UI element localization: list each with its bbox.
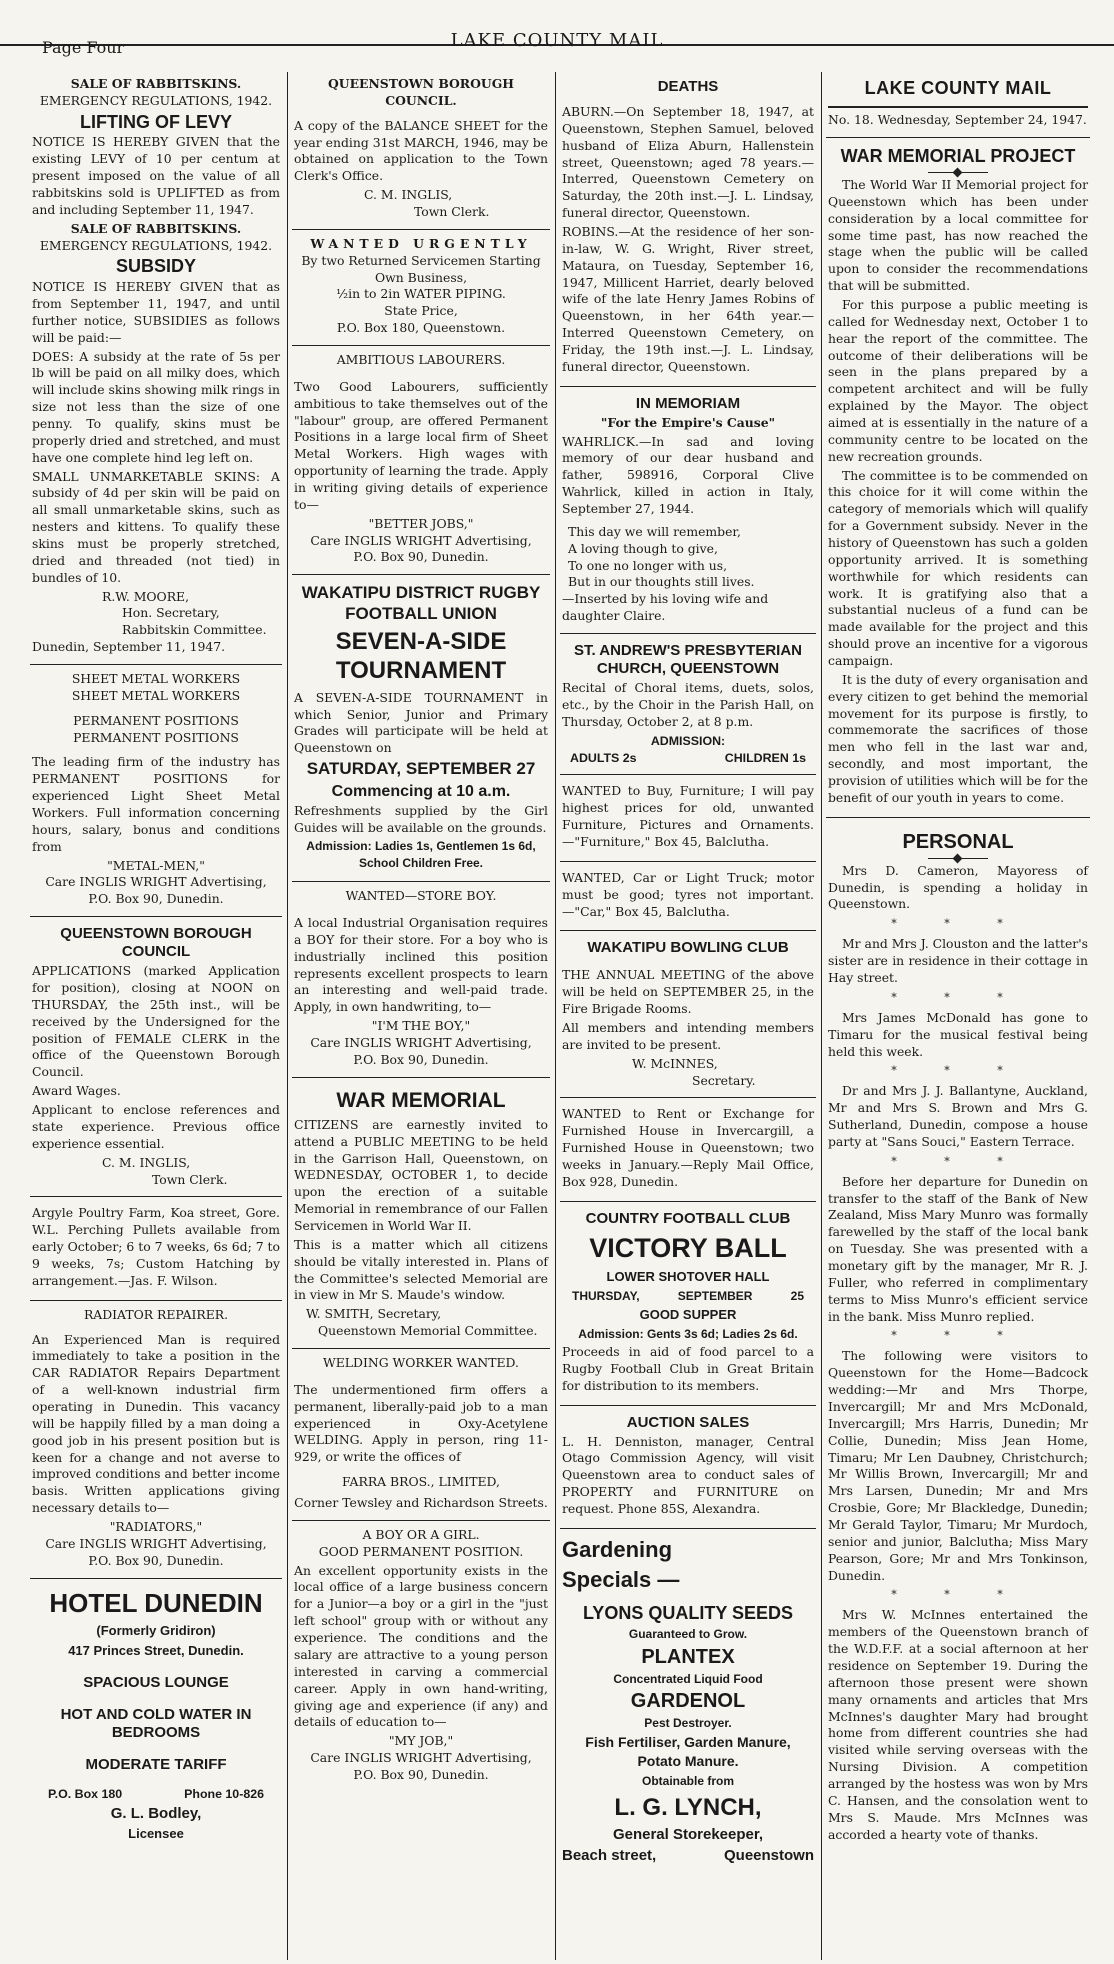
- hotel-feature: MODERATE TARIFF: [85, 1755, 227, 1773]
- ornament-rule: [928, 858, 988, 859]
- column-3: [560, 70, 816, 1960]
- ad-reference: "BETTER JOBS,": [368, 515, 474, 531]
- labourers-ad: [292, 346, 550, 575]
- ad-heading: A BOY OR A GIRL.: [362, 1526, 480, 1542]
- notice-text: NOTICE IS HEREBY GIVEN that the existing LEVY of 10 per centum at present imposed on the value of all rabbitskins sold is UPLIFTED as from and including September 11, 1947.: [32, 134, 280, 217]
- ad-heading: WAKATIPU DISTRICT RUGBY FOOTBALL UNION: [301, 583, 541, 623]
- ad-heading: AUCTION SALES: [626, 1413, 750, 1431]
- council-clerk-ad: [30, 917, 282, 1197]
- obtainable-label: Obtainable from: [641, 1774, 734, 1789]
- column-rule: [287, 72, 288, 1960]
- personal-item: Mrs James McDonald has gone to Timaru for the musical festival being held this week.: [828, 1009, 1088, 1059]
- separator-stars: * * *: [891, 990, 1025, 1004]
- radiator-ad: [30, 1301, 282, 1579]
- column-2: [292, 70, 550, 1960]
- ball-day: THURSDAY,: [572, 1288, 640, 1303]
- personal-item: Dr and Mrs J. J. Ballantyne, Auckland, Mr and Mrs S. Brown and Mrs G. Sutherland, Dunedin, compose a house party at "Sans Souci," Eastern Terrace.: [828, 1083, 1088, 1149]
- memoriam-inserted-by: —Inserted by his loving wife and daughter Claire.: [562, 591, 769, 624]
- boy-or-girl-ad: [292, 1521, 550, 1792]
- ad-body: Proceeds in aid of food parcel to a Rugby Football Club in Great Britain for distribution to its members.: [562, 1344, 814, 1393]
- ad-box: P.O. Box 90, Dunedin.: [353, 1766, 489, 1782]
- ad-line: ½in to 2in WATER PIPING.: [336, 286, 506, 302]
- separator-stars: * * *: [891, 1329, 1025, 1343]
- ad-title: Specials —: [562, 1566, 680, 1592]
- ad-body: Two Good Labourers, sufficiently ambitious to take themselves out of the "labour" group, are offered Permanent Positions in a large local firm of Sheet Metal Workers. High wages with opportunity of learning the trade. Apply in writing giving details of experience to—: [294, 378, 548, 512]
- auction-sales-ad: [560, 1406, 816, 1529]
- ad-body: APPLICATIONS (marked Application for position), closing at NOON on THURSDAY, the 25th inst., will be received by the Undersigned for the position of FEMALE CLERK in the office of the Queenstown Borough Council.: [32, 963, 280, 1080]
- ad-body: L. H. Denniston, manager, Central Otago Commission Agency, will visit Queenstown area to conduct sales of PROPERTY and FURNITURE on request. Phone 85S, Alexandra.: [562, 1433, 814, 1517]
- notice-subtitle: EMERGENCY REGULATIONS, 1942.: [39, 92, 273, 108]
- hotel-phone: Phone 10-826: [184, 1786, 264, 1801]
- admission-prices: Admission: Gents 3s 6d; Ladies 2s 6d.: [578, 1326, 798, 1341]
- car-wanted-ad: [560, 862, 816, 932]
- ad-reference: "RADIATORS,": [109, 1518, 203, 1534]
- issue-line: No. 18. Wednesday, September 24, 1947.: [828, 112, 1087, 128]
- ad-box: P.O. Box 90, Dunedin.: [88, 1552, 224, 1568]
- ad-body: WANTED to Rent or Exchange for Furnished House in Invercargill, a Furnished House in Queenstown; two weeks in January.—Reply Mail Office, Box 928, Dunedin.: [562, 1106, 814, 1189]
- editorial-masthead-title: LAKE COUNTY MAIL: [864, 78, 1052, 98]
- editorial-paragraph: It is the duty of every organisation and every citizen to get behind the memorial movement for its purpose is firstly, to commemorate the sacrifices of those men who fell in the last war and, secondly, and most important, the provision of utilities which will be for the benefit of our youth in years to come.: [828, 671, 1088, 805]
- editorial-paragraph: The committee is to be commended on this choice for it will come within the category of memorials which will qualify for a Government subsidy. Never in the history of Queenstown has such a golden opportunity arrived. It is something worthwhile for which residents can work. It is gratifying also that a substantial nucleus of a fund can be made available for the project and this should prove an incentive for a vigorous campaign.: [828, 467, 1088, 668]
- personal-item: Mrs W. McInnes entertained the members of the Queenstown branch of the W.D.F.F. at a social afternoon at her residence on September 19. During the afternoon those present were shown many ornaments and articles that Mrs McInnes's daughter Mary had brought home from different countries she had visited while serving overseas with the Nursing Division. A competition arranged by the hostess was won by Mrs C. Hansen, and the consolation went to Mrs S. Maude. Mrs McInnes was accorded a hearty vote of thanks.: [828, 1607, 1088, 1842]
- ball-venue: LOWER SHOTOVER HALL: [606, 1269, 770, 1285]
- signature-name: R.W. MOORE,: [102, 588, 190, 604]
- separator-stars: * * *: [891, 1154, 1025, 1168]
- event-time: Commencing at 10 a.m.: [331, 782, 511, 800]
- ad-line: State Price,: [384, 303, 458, 319]
- ball-supper: GOOD SUPPER: [639, 1307, 737, 1323]
- death-notice: ABURN.—On September 18, 1947, at Queenstown, Stephen Samuel, beloved husband of Eliza Aburn, Hallenstein street, Queenstown; aged 78 years.—Interred, Queenstown Cemetery on Saturday, the 20th inst.—J. L. Lindsay, funeral director, Queenstown.: [562, 104, 814, 221]
- ad-heading: QUEENSTOWN BOROUGH COUNCIL: [60, 925, 252, 961]
- product-tagline: Guaranteed to Grow.: [628, 1627, 748, 1642]
- ball-date: 25: [790, 1288, 804, 1303]
- personal-column: [826, 818, 1090, 1854]
- column-4: [826, 70, 1090, 1960]
- ornament-rule: [928, 172, 988, 173]
- verse-line: A loving though to give,: [568, 540, 718, 556]
- store-type: General Storekeeper,: [612, 1826, 764, 1844]
- tournament-title: SEVEN-A-SIDE TOURNAMENT: [335, 628, 507, 684]
- ball-month: SEPTEMBER: [677, 1288, 753, 1303]
- admission-prices: Admission: Ladies 1s, Gentlemen 1s 6d, School Children Free.: [306, 839, 536, 870]
- bowling-club-ad: [560, 931, 816, 1098]
- event-date: SATURDAY, SEPTEMBER 27: [306, 759, 536, 779]
- victory-ball-ad: [560, 1202, 816, 1406]
- ad-body: All members and intending members are invited to be present.: [562, 1019, 814, 1052]
- ad-heading: WAR MEMORIAL: [336, 1088, 506, 1112]
- product-tagline: Concentrated Liquid Food: [613, 1671, 763, 1686]
- memoriam-motto: "For the Empire's Cause": [600, 414, 776, 430]
- section-heading: DEATHS: [657, 78, 719, 95]
- notice-heading: SUBSIDY: [115, 256, 196, 277]
- welding-ad: [292, 1349, 550, 1521]
- ad-box: P.O. Box 90, Dunedin.: [353, 549, 489, 565]
- admission-label: ADMISSION:: [650, 733, 726, 748]
- notice-text: NOTICE IS HEREBY GIVEN that as from September 11, 1947, and until further notice, SUBSIDIES as follows will be paid:—: [32, 279, 280, 345]
- club-name: COUNTRY FOOTBALL CLUB: [585, 1209, 791, 1227]
- personal-item: Mr and Mrs J. Clouston and the latter's sister are in residence in their cottage in Hay street.: [828, 936, 1088, 985]
- ad-reference: "MY JOB,": [388, 1733, 454, 1749]
- personal-item: Mrs D. Cameron, Mayoress of Dunedin, is spending a holiday in Queenstown.: [828, 862, 1088, 912]
- ad-body: The leading firm of the industry has PERMANENT POSITIONS for experienced Light Sheet Metal Workers. Full information concerning hours, salary, bonus and conditions from: [32, 754, 280, 854]
- notice-text: DOES: A subsidy at the rate of 5s per lb will be paid on all milky does, which will include skins showing milk rings in size not less than the size of one penny. To qualify, skins must be properly dried and stretched, and must have one complete hind leg left on.: [32, 348, 280, 465]
- st-andrews-recital-ad: [560, 634, 816, 775]
- ad-body: A SEVEN-A-SIDE TOURNAMENT in which Senior, Junior and Primary Grades will participate will be held at Queenstown on: [294, 689, 548, 756]
- verse-line: This day we will remember,: [568, 523, 741, 539]
- signature-name: C. M. INGLIS,: [364, 187, 453, 203]
- personal-item: The following were visitors to Queenstown for the Home—Badcock wedding:—Mr and Mrs Thorpe, Invercargill; Mr and Mrs McDonald, Invercargill; Mrs Harris, Dunedin; Mr Collie, Dunedin; Miss Jean Home, Timaru; Mr Len Daubney, Christchurch; Mr Willis Brown, Invercargill; Mr and Mrs Larsen, Dunedin; Mr and Mrs Crosbie, Gore; Mr Blackledge, Dunedin; Mr Gerald Taylor, Timaru; Mr Murdoch, senior and junior, Balclutha; Miss Mary Pearson, Gore; Mr and Mrs Tonkinson, Dunedin.: [828, 1348, 1088, 1583]
- section-heading: PERSONAL: [902, 830, 1014, 853]
- ad-body: An excellent opportunity exists in the local office of a large business concern for a Junior—a boy or a girl in the "just left school" group with or without any experience. The conditions and the salary are attractive to a young person interested in carving a commercial career. Apply in own hand-writing, giving age and experience (if any) and details of education to—: [294, 1562, 548, 1730]
- firm-address: Corner Tewsley and Richardson Streets.: [294, 1495, 548, 1511]
- ad-line: SHEET METAL WORKERS: [71, 687, 241, 703]
- firm-name: FARRA BROS., LIMITED,: [342, 1474, 500, 1490]
- signature-role: Town Clerk.: [414, 204, 490, 220]
- hotel-formerly: (Formerly Gridiron): [96, 1623, 216, 1639]
- signature-role: Hon. Secretary,: [122, 605, 220, 621]
- admission-children: CHILDREN 1s: [724, 750, 806, 765]
- water-piping-ad: [292, 230, 550, 346]
- signature-role: Town Clerk.: [152, 1171, 228, 1187]
- hotel-dunedin-ad: [30, 1579, 282, 1853]
- notice-heading: LIFTING OF LEVY: [80, 111, 232, 132]
- newspaper-masthead: LAKE COUNTY MAIL: [450, 30, 664, 51]
- product-tagline: Pest Destroyer.: [644, 1715, 732, 1730]
- ad-title: Gardening: [562, 1536, 673, 1562]
- notice-title: SALE OF RABBITSKINS.: [70, 220, 242, 236]
- ad-heading: RADIATOR REPAIRER.: [83, 1306, 229, 1322]
- signature-role: Queenstown Memorial Committee.: [318, 1323, 538, 1339]
- ad-body: Applicant to enclose references and state experience. Previous office experience essential.: [32, 1102, 280, 1151]
- notice-subtitle: EMERGENCY REGULATIONS, 1942.: [39, 237, 273, 253]
- war-memorial-meeting-ad: [292, 1078, 550, 1349]
- product-name: GARDENOL: [630, 1689, 746, 1712]
- ad-box: P.O. Box 90, Dunedin.: [353, 1051, 489, 1067]
- separator-stars: * * *: [891, 1588, 1025, 1602]
- product-name: LYONS QUALITY SEEDS: [582, 1602, 794, 1623]
- ad-heading: WANTED URGENTLY: [310, 235, 532, 251]
- ad-body: WANTED, Car or Light Truck; motor must be good; tyres not important.—"Car," Box 45, Balclutha.: [562, 869, 814, 919]
- ball-title: VICTORY BALL: [589, 1232, 787, 1263]
- notice-title: SALE OF RABBITSKINS.: [70, 76, 242, 91]
- separator-stars: * * *: [891, 1064, 1025, 1078]
- signature-role: Secretary.: [692, 1072, 756, 1088]
- store-street: Beach street,: [562, 1847, 657, 1865]
- ad-line: P.O. Box 180, Queenstown.: [336, 320, 506, 336]
- store-boy-ad: [292, 882, 550, 1078]
- ad-heading: QUEENSTOWN BOROUGH COUNCIL.: [327, 76, 514, 108]
- rugby-tournament-ad: [292, 575, 550, 882]
- store-name: L. G. LYNCH,: [614, 1793, 762, 1821]
- verse-line: To one no longer with us,: [568, 557, 728, 573]
- ad-line: PERMANENT POSITIONS: [73, 712, 239, 728]
- signature-name: W. McINNES,: [632, 1055, 718, 1071]
- signature-role: Rabbitskin Committee.: [122, 622, 267, 638]
- ad-care-of: Care INGLIS WRIGHT Advertising,: [310, 532, 532, 548]
- ad-body: A copy of the BALANCE SHEET for the year ending 31st MARCH, 1946, may be obtained on application to the Town Clerk's Office.: [294, 117, 548, 184]
- product-list: Fish Fertiliser, Garden Manure, Potato Manure.: [585, 1734, 791, 1770]
- memoriam-notice: WAHRLICK.—In sad and loving memory of our dear husband and father, 598916, Corporal Clive Wahrlick, killed in action in Italy, September 27, 1944.: [562, 433, 814, 517]
- editorial-heading: WAR MEMORIAL PROJECT: [840, 146, 1076, 167]
- ad-heading: WANTED—STORE BOY.: [345, 888, 497, 904]
- sheet-metal-ad: [30, 665, 282, 917]
- column-rule: [555, 72, 556, 1960]
- signature-name: W. SMITH, Secretary,: [306, 1306, 442, 1322]
- ad-body: CITIZENS are earnestly invited to attend a PUBLIC MEETING to be held in the Garrison Hall, Queenstown, on WEDNESDAY, OCTOBER 1, to decide upon the erection of a suitable Memorial in remembrance of our Fallen Servicemen in World War II.: [294, 1116, 548, 1234]
- ad-box: P.O. Box 90, Dunedin.: [88, 891, 224, 907]
- deaths-section: [560, 70, 816, 387]
- ad-body: THE ANNUAL MEETING of the above will be held on SEPTEMBER 25, in the Fire Brigade Rooms.: [562, 967, 814, 1017]
- ad-body: Recital of Choral items, duets, solos, etc., by the Choir in the Parish Hall, on Thursday, October 2, at 8 p.m.: [562, 680, 814, 729]
- ad-heading: WAKATIPU BOWLING CLUB: [587, 939, 789, 957]
- signature-name: C. M. INGLIS,: [102, 1154, 191, 1170]
- ad-body: Award Wages.: [32, 1083, 121, 1099]
- editorial-paragraph: For this purpose a public meeting is called for Wednesday next, October 1 to hear the report of the committee. The outcome of their deliberations will be seen in the plans prepared by a competent architect and will be fully explained by the Mayor. The object aimed at is essentially in the nature of a community centre to be located on the new recreation grounds.: [828, 296, 1088, 464]
- licensee-name: G. L. Bodley,: [110, 1804, 202, 1822]
- ad-body: Argyle Poultry Farm, Koa street, Gore. W.L. Perching Pullets available from early October; 6 to 7 weeks, 6s 6d; 7 to 9 weeks, 7s; Custom Hatching by arrangement.—Jas. F. Wilson.: [32, 1205, 280, 1288]
- ad-heading: GOOD PERMANENT POSITION.: [318, 1543, 524, 1559]
- in-memoriam-section: [560, 387, 816, 634]
- hotel-name: HOTEL DUNEDIN: [49, 1587, 263, 1618]
- war-memorial-project-editorial: [826, 138, 1090, 817]
- notice-text: SMALL UNMARKETABLE SKINS: A subsidy of 4d per skin will be paid on all small unmarketable skins, such as nesters and kittens. To qualify these skins must be properly stretched, dried and threaded (not tied) in bundles of 10.: [32, 468, 280, 585]
- ad-reference: "METAL-MEN,": [107, 857, 205, 873]
- ad-body: The undermentioned firm offers a permanent, liberally-paid job to a man experienced in Oxy-Acetylene WELDING. Apply in person, ring 11-929, or write the offices of: [294, 1381, 548, 1465]
- dateline: Dunedin, September 11, 1947.: [32, 639, 226, 655]
- house-exchange-ad: [560, 1098, 816, 1201]
- hotel-feature: SPACIOUS LOUNGE: [83, 1673, 229, 1691]
- ad-care-of: Care INGLIS WRIGHT Advertising,: [310, 1750, 532, 1766]
- furniture-wanted-ad: [560, 775, 816, 861]
- ad-body: A local Industrial Organisation requires a BOY for their store. For a boy who is industrially inclined this position represents excellent prospects to learn an interesting and well-paid trade. Apply, in own handwriting, to—: [294, 914, 548, 1015]
- ad-heading: ST. ANDREW'S PRESBYTERIAN CHURCH, QUEENSTOWN: [573, 642, 803, 678]
- rabbitskins-notice: [30, 70, 282, 665]
- balance-sheet-notice: [292, 70, 550, 230]
- ad-line: By two Returned Servicemen Starting Own Business,: [301, 252, 541, 285]
- personal-item: Before her departure for Dunedin on transfer to the staff of the Bank of New Zealand, Miss Mary Munro was formally farewelled by the staff of the local bank on Tuesday. She was presented with a monetary gift by the manager, Mr R. J. Fuller, who referred in complimentary terms to Miss Munro's efficient service in the bank. Miss Munro replied.: [828, 1173, 1088, 1324]
- licensee-label: Licensee: [128, 1825, 184, 1841]
- ad-body: An Experienced Man is required immediately to take a position in the CAR RADIATOR Repairs Department of a well-known industrial firm operating in Dunedin. This vacancy will be happily filled by a man doing a good job in his present position but is keen for a change and not averse to improved conditions and better income basis. Written applications giving necessary details to—: [32, 1331, 280, 1516]
- separator-stars: * * *: [891, 917, 1025, 931]
- product-name: PLANTEX: [641, 1645, 735, 1668]
- ad-body: This is a matter which all citizens should be vitally interested in. Plans of the Committee's selected Memorial are in view in Mr S. Maude's window.: [294, 1236, 548, 1303]
- verse-line: But in our thoughts still lives.: [568, 574, 755, 590]
- gardening-specials-ad: [560, 1529, 816, 1875]
- ad-care-of: Care INGLIS WRIGHT Advertising,: [310, 1034, 532, 1050]
- ad-care-of: Care INGLIS WRIGHT Advertising,: [45, 1535, 267, 1551]
- store-town: Queenstown: [723, 1847, 814, 1865]
- admission-adults: ADULTS 2s: [570, 750, 637, 765]
- death-notice: ROBINS.—At the residence of her son-in-law, W. G. Wright, River street, Mataura, on Tuesday, September 16, 1947, Millicent Harriet, dearly beloved wife of the late Henry James Robins of Queenstown, in her 64th year.—Interred Queenstown Cemetery, on Friday, the 19th inst.—J. L. Lindsay, funeral director, Queenstown.: [562, 224, 814, 374]
- hotel-address: 417 Princes Street, Dunedin.: [68, 1643, 244, 1659]
- poultry-ad: [30, 1197, 282, 1300]
- ad-body: Refreshments supplied by the Girl Guides will be available on the grounds.: [294, 802, 548, 835]
- editorial-paragraph: The World War II Memorial project for Queenstown which has been under consideration by a local committee for some time past, has now reached the stage when the public will be called upon to consider the recommendations that will be submitted.: [828, 176, 1088, 294]
- column-rule: [821, 72, 822, 1960]
- ad-heading: AMBITIOUS LABOURERS.: [336, 352, 506, 368]
- ad-body: WANTED to Buy, Furniture; I will pay highest prices for old, unwanted Furniture, Pictures and Ornaments.—"Furniture," Box 45, Balclutha.: [562, 783, 814, 849]
- page-number: Page Four: [42, 38, 125, 57]
- hotel-box: P.O. Box 180: [48, 1786, 123, 1801]
- ad-care-of: Care INGLIS WRIGHT Advertising,: [45, 874, 267, 890]
- ad-reference: "I'M THE BOY,": [371, 1018, 471, 1034]
- section-heading: IN MEMORIAM: [635, 394, 741, 412]
- ad-line: SHEET METAL WORKERS: [71, 671, 241, 687]
- hotel-feature: HOT AND COLD WATER IN BEDROOMS: [60, 1705, 252, 1741]
- editorial-masthead: [826, 70, 1090, 138]
- page-header: [0, 0, 1114, 57]
- column-1: [30, 70, 282, 1960]
- ad-line: PERMANENT POSITIONS: [73, 729, 239, 745]
- ad-heading: WELDING WORKER WANTED.: [323, 1355, 519, 1371]
